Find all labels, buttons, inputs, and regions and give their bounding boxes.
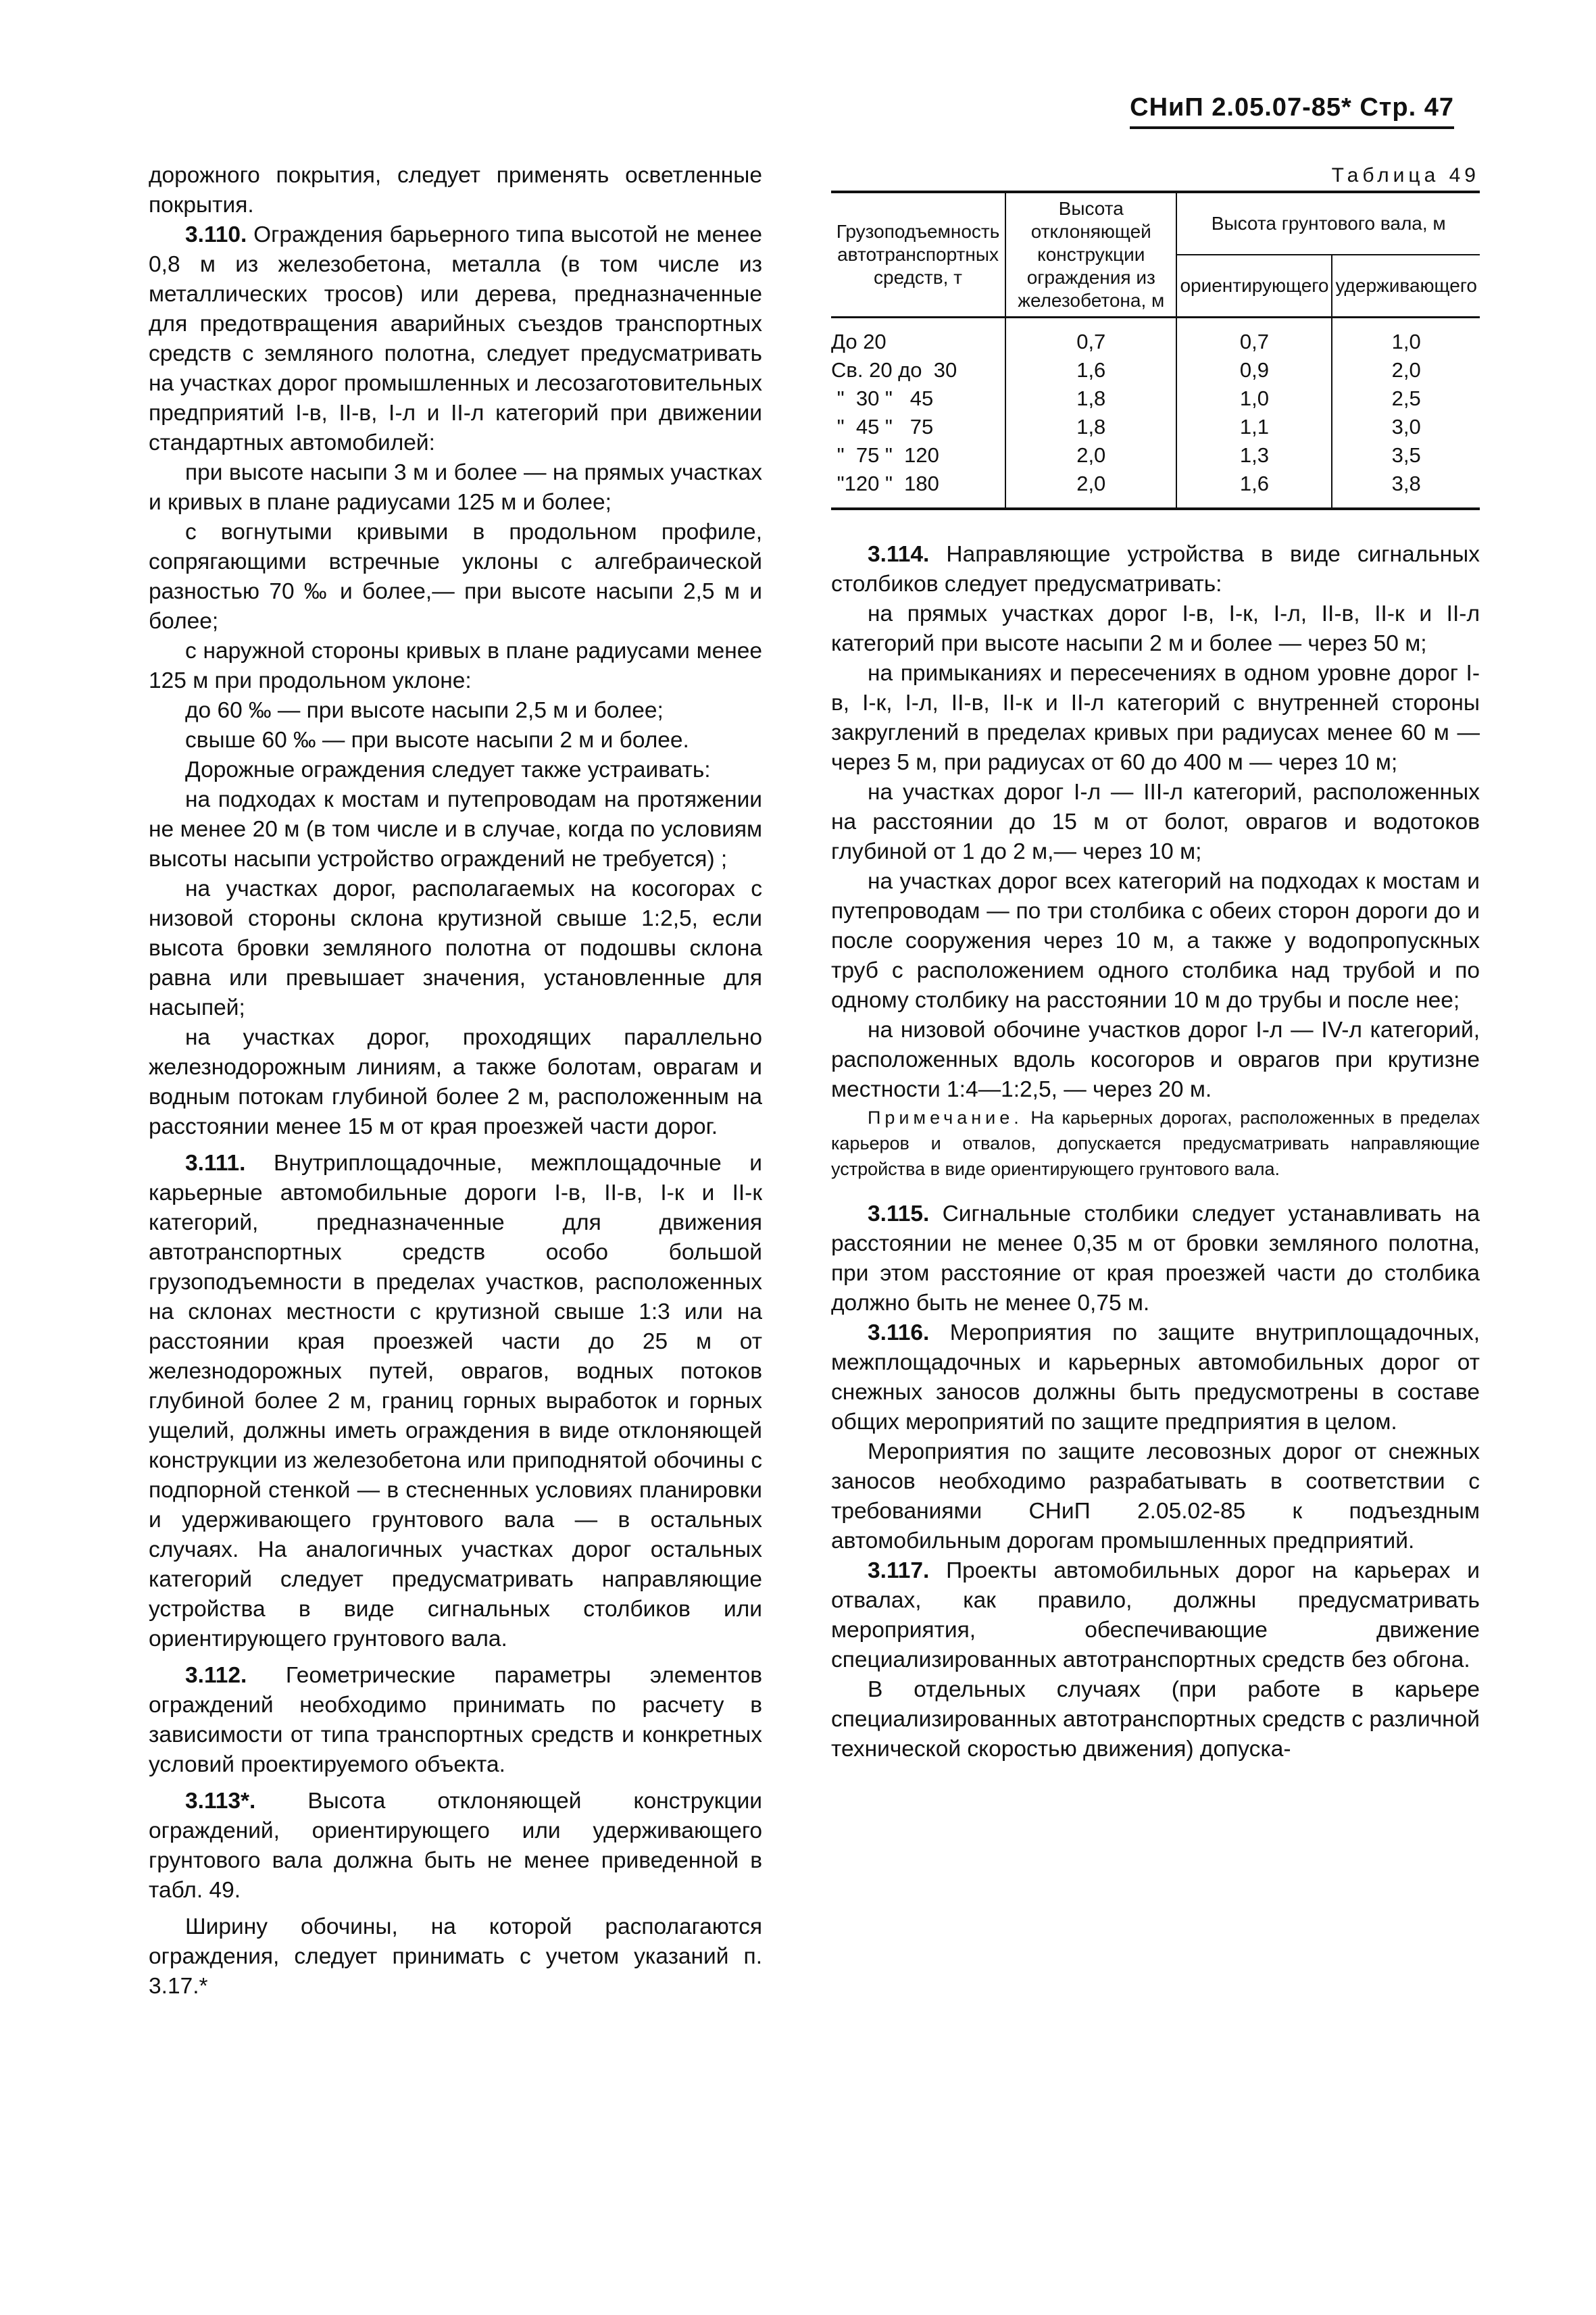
clause-3-113: 3.113*. Высота отклоняющей конструкции ограждений, ориентирующего или удерживающего грунтового вала должна быть не менее приведенной в табл. 49. (149, 1789, 762, 1903)
table-cell: " 45 " 75 (831, 415, 934, 439)
table-cell: 1,8 (1005, 413, 1176, 441)
left-column (149, 161, 762, 2001)
table-cell: 1,0 (1332, 318, 1480, 357)
table-cell: 3,0 (1332, 413, 1480, 441)
table-cell: "120 " 180 (831, 470, 1005, 509)
table-row (831, 318, 1480, 357)
table-cell: 0,7 (1005, 318, 1176, 357)
table-row (831, 413, 1480, 441)
table-note: Примечание. На карьерных дорогах, расположенных в пределах карьеров и отвалов, допускается предусматривать направляющие устройства в виде ориентирующего грунтового вала. (831, 1107, 1480, 1179)
paragraph: Мероприятия по защите лесовозных дорог от снежных заносов необходимо разрабатывать в соответствии с требованиями СНиП 2.05.02-85 к подъездным автомобильным дорогам промышленных предприятий. (831, 1439, 1480, 1553)
paragraph: дорожного покрытия, следует применять осветленные покрытия. (149, 163, 762, 218)
column-header: Грузоподъемность автотранспортных средств, т (831, 192, 1005, 318)
table-cell: 2,0 (1005, 470, 1176, 509)
table-cell: " 75 " 120 (831, 443, 939, 467)
paragraph: на участках дорог всех категорий на подходах к мостам и путепроводам — по три столбика с обеих сторон дороги до и после сооружения через 10 м, а также у водопропускных труб с расположением одного столбика над трубой и по одному столбику на расстоянии 10 м до трубы и после нее; (831, 869, 1480, 1013)
paragraph: на примыканиях и пересечениях в одном уровне дорог I-в, I-к, I-л, II-в, II-к и II-л категорий с внутренней стороны закруглений в пределах кривых при радиусах менее 60 м — через 5 м, при радиусах от 60 до 400 м — через 10 м; (831, 661, 1480, 775)
table-cell: 2,0 (1332, 356, 1480, 384)
table-49 (831, 191, 1480, 510)
table-cell: До 20 (831, 330, 887, 353)
table-row (831, 384, 1480, 413)
paragraph: Ширину обочины, на которой располагаются ограждения, следует принимать с учетом указаний п. 3.17.* (149, 1914, 762, 1999)
clause-3-114: 3.114. Направляющие устройства в виде сигнальных столбиков следует предусматривать: (831, 542, 1480, 597)
table-row (831, 441, 1480, 470)
paragraph: при высоте насыпи 3 м и более — на прямых участках и кривых в плане радиусами 125 м и более; (149, 460, 762, 515)
page-header: СНиП 2.05.07-85* Стр. 47 (1130, 93, 1454, 129)
table-cell: 1,6 (1176, 470, 1332, 509)
table-cell: 1,1 (1176, 413, 1332, 441)
paragraph: с наружной стороны кривых в плане радиусами менее 125 м при продольном уклоне: (149, 639, 762, 693)
table-cell: 1,0 (1176, 384, 1332, 413)
paragraph: В отдельных случаях (при работе в карьере специализированных автотранспортных средств с различной технической скоростью движения) допуска- (831, 1677, 1480, 1762)
table-caption: Таблица 49 (1331, 164, 1480, 186)
paragraph: на подходах к мостам и путепроводам на протяжении не менее 20 м (в том числе и в случае, когда по условиям высоты насыпи устройство ограждений не требуется) ; (149, 787, 762, 872)
clause-3-117: 3.117. Проекты автомобильных дорог на карьерах и отвалах, как правило, должны предусматривать мероприятия, обеспечивающие движение специализированных автотранспортных средств без обгона. (831, 1558, 1480, 1672)
paragraph: с вогнутыми кривыми в продольном профиле, сопрягающими встречные уклоны с алгебраической разностью 70 ‰ и более,— при высоте насыпи 2,5 м и более; (149, 520, 762, 634)
column-header: удерживающего (1332, 255, 1480, 317)
clause-3-115: 3.115. Сигнальные столбики следует устанавливать на расстоянии не менее 0,35 м от бровки земляного полотна, при этом расстояние от края проезжей части до столбика должно быть не менее 0,75 м. (831, 1201, 1480, 1316)
table-cell: " 30 " 45 (831, 387, 934, 410)
clause-3-112: 3.112. Геометрические параметры элементов ограждений необходимо принимать по расчету в зависимости от типа транспортных средств и конкретных условий проектируемого объекта. (149, 1663, 762, 1777)
table-cell: 3,5 (1332, 441, 1480, 470)
table-row (831, 356, 1480, 384)
column-header: Высота грунтового вала, м (1176, 192, 1480, 255)
table-row (831, 470, 1480, 509)
column-header: Высота отклоняющей конструкции ограждения из железобетона, м (1005, 192, 1176, 318)
table-cell: Св. 20 до 30 (831, 358, 957, 382)
table-cell: 2,0 (1005, 441, 1176, 470)
paragraph: на участках дорог, располагаемых на косогорах с низовой стороны склона крутизной свыше 1:2,5, если высота бровки земляного полотна от подошвы склона равна или превышает значения, установленные для насыпей; (149, 876, 762, 1020)
paragraph: свыше 60 ‰ — при высоте насыпи 2 м и более. (185, 728, 689, 753)
table-cell: 0,9 (1176, 356, 1332, 384)
paragraph: Дорожные ограждения следует также устраивать: (185, 757, 711, 782)
table-cell: 1,8 (1005, 384, 1176, 413)
paragraph: на участках дорог, проходящих параллельно железнодорожным линиям, а также болотам, оврагам и водным потокам глубиной более 2 м, расположенным на расстоянии менее 15 м от края проезжей части дорог. (149, 1025, 762, 1139)
paragraph: на участках дорог I-л — III-л категорий, расположенных на расстоянии до 15 м от болот, оврагов и водотоков глубиной от 1 до 2 м,— через 10 м; (831, 780, 1480, 864)
table-cell: 0,7 (1176, 318, 1332, 357)
table-cell: 2,5 (1332, 384, 1480, 413)
right-column (831, 161, 1480, 1764)
column-header: ориентирующего (1176, 255, 1332, 317)
clause-3-116: 3.116. Мероприятия по защите внутриплощадочных, межплощадочных и карьерных автомобильных дорог от снежных заносов должны быть предусмотрены в составе общих мероприятий по защите предприятия в целом. (831, 1320, 1480, 1435)
paragraph: до 60 ‰ — при высоте насыпи 2,5 м и более; (185, 698, 664, 723)
clause-3-110: 3.110. Ограждения барьерного типа высотой не менее 0,8 м из железобетона, металла (в том числе из металлических тросов) или дерева, предназначенные для предотвращения аварийных съездов транспортных средств с земляного полотна, следует предусматривать на участках дорог промышленных и лесозаготовительных предприятий I-в, II-в, I-л и II-л категорий при движении стандартных автомобилей: (149, 222, 762, 455)
table-cell: 1,3 (1176, 441, 1332, 470)
table-cell: 3,8 (1332, 470, 1480, 509)
paragraph: на прямых участках дорог I-в, I-к, I-л, II-в, II-к и II-л категорий при высоте насыпи 2 м и более — через 50 м; (831, 601, 1480, 656)
clause-3-111: 3.111. Внутриплощадочные, межплощадочные и карьерные автомобильные дороги I-в, II-в, I-к и II-к категорий, предназначенные для движения автотранспортных средств особо большой грузоподъемности в пределах участков, расположенных на склонах местности с крутизной свыше 1:3 или на расстоянии края проезжей части до 25 м от железнодорожных путей, оврагов, водных потоков глубиной более 2 м, границ горных выработок и горных ущелий, должны иметь ограждения в виде отклоняющей конструкции из железобетона или приподнятой обочины с подпорной стенкой — в стесненных условиях планировки и удерживающего грунтового вала — в остальных случаях. На аналогичных участках дорог остальных категорий следует предусматривать направляющие устройства в виде сигнальных столбиков или ориентирующего грунтового вала. (149, 1151, 762, 1651)
paragraph: на низовой обочине участков дорог I-л — IV-л категорий, расположенных вдоль косогоров и оврагов при крутизне местности 1:4—1:2,5, — через 20 м. (831, 1018, 1480, 1102)
table-cell: 1,6 (1005, 356, 1176, 384)
